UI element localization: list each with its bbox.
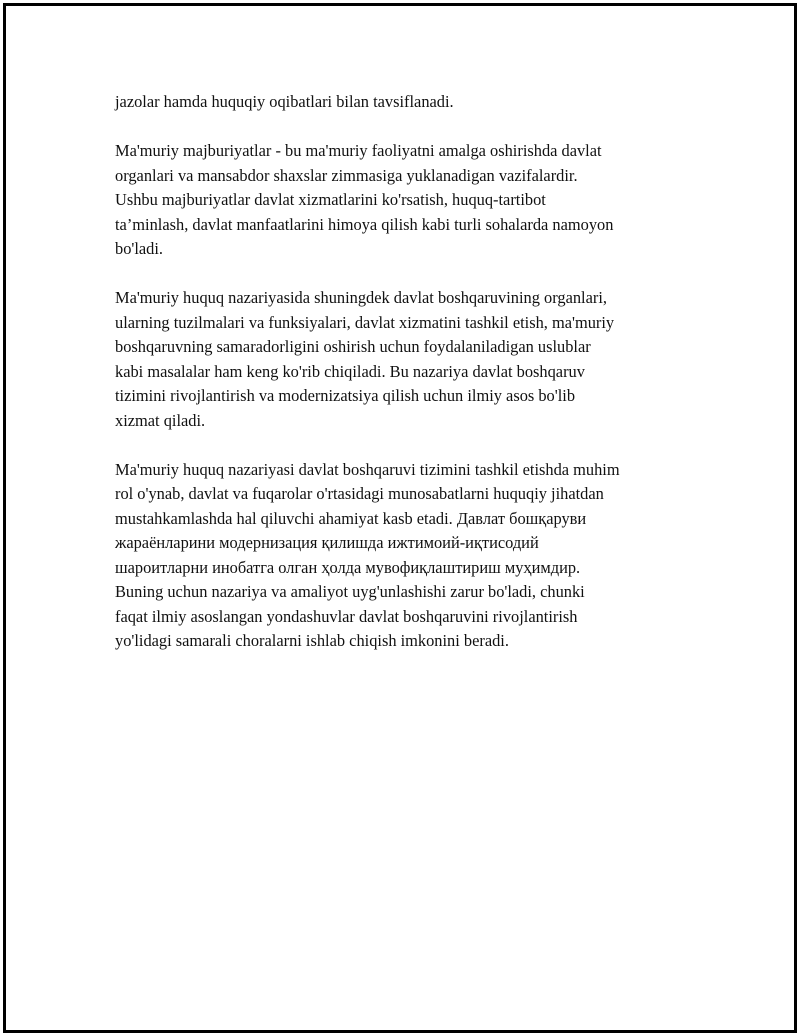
text-line: Buning uchun nazariya va amaliyot uyg'unlashishi zarur bo'ladi, chunki — [115, 582, 585, 601]
text-line: yo'lidagi samarali choralarni ishlab chiqish imkonini beradi. — [115, 631, 509, 650]
text-line: jazolar hamda huquqiy oqibatlari bilan tavsiflanadi. — [115, 92, 454, 111]
text-line: boshqaruvning samaradorligini oshirish uchun foydalaniladigan uslublar — [115, 337, 591, 356]
text-line: bo'ladi. — [115, 239, 164, 258]
text-line: Ushbu majburiyatlar davlat xizmatlarini ko'rsatish, huquq-tartibot — [115, 190, 546, 209]
paragraph-2 — [115, 139, 695, 262]
text-line: mustahkamlashda hal qiluvchi ahamiyat kasb etadi. Давлат бошқаруви — [115, 508, 587, 528]
text-line: rol o'ynab, davlat va fuqarolar o'rtasidagi munosabatlarni huquqiy jihatdan — [115, 484, 604, 503]
text-line: organlari va mansabdor shaxslar zimmasiga yuklanadigan vazifalardir. — [115, 165, 578, 185]
paragraph-1 — [115, 90, 695, 115]
text-line: kabi masalalar ham keng ko'rib chiqiladi. Bu nazariya davlat boshqaruv — [115, 361, 585, 381]
text-line: Ma'muriy huquq nazariyasi davlat boshqaruvi tizimini tashkil etishda muhim — [115, 459, 620, 479]
text-line: tizimini rivojlantirish va modernizatsiya qilish uchun ilmiy asos bo'lib — [115, 386, 576, 405]
text-line: ularning tuzilmalari va funksiyalari, davlat xizmatini tashkil etish, ma'muriy — [115, 312, 615, 332]
text-line: xizmat qiladi. — [115, 410, 206, 430]
text-line: шароитларни инобатга олган ҳолда мувофиқлаштириш муҳимдир. — [115, 557, 581, 577]
document-body — [115, 90, 695, 678]
text-line: жараёнларини модернизация қилишда ижтимоий-иқтисодий — [115, 533, 539, 552]
paragraph-4 — [115, 458, 695, 654]
text-line: Ma'muriy huquq nazariyasida shuningdek davlat boshqaruvining organlari, — [115, 288, 607, 307]
paragraph-3 — [115, 286, 695, 433]
text-line: faqat ilmiy asoslangan yondashuvlar davlat boshqaruvini rivojlantirish — [115, 606, 578, 626]
text-line: ta’minlash, davlat manfaatlarini himoya qilish kabi turli sohalarda namoyon — [115, 214, 614, 234]
text-line: Ma'muriy majburiyatlar - bu ma'muriy faoliyatni amalga oshirishda davlat — [115, 141, 602, 160]
